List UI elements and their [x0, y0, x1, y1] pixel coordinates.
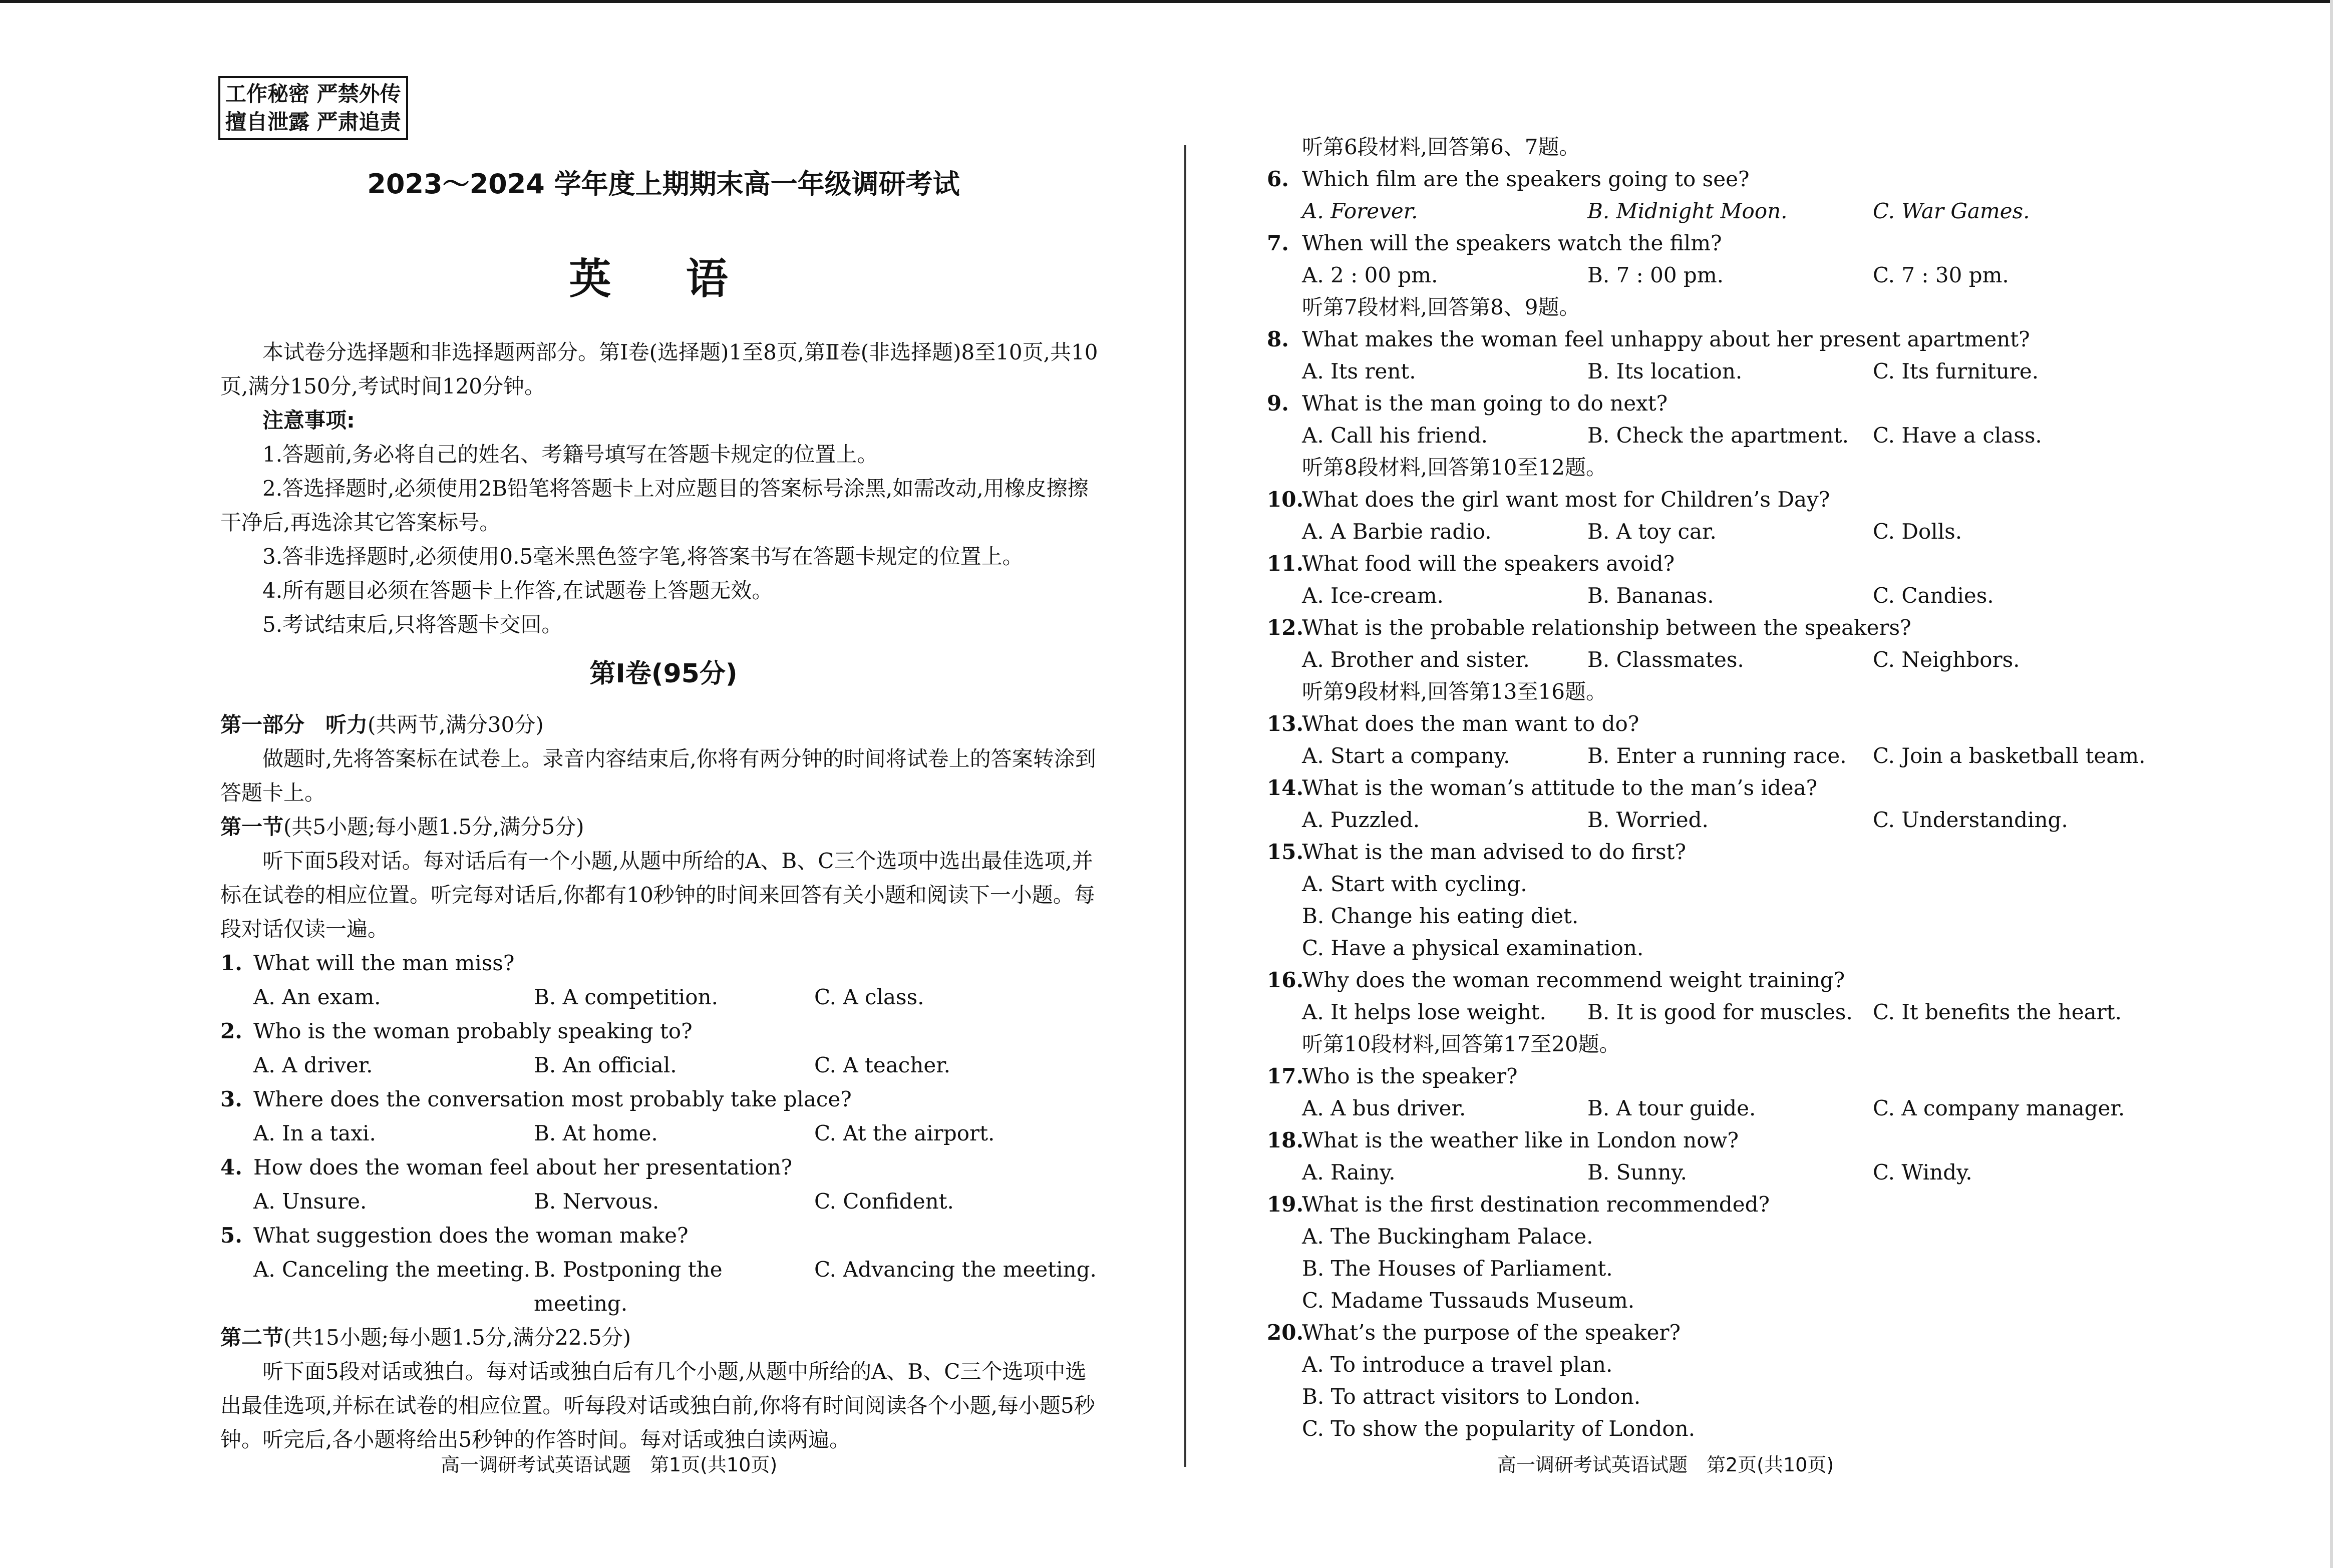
- option: A. An exam.: [253, 985, 381, 1009]
- option: A. Brother and sister.: [1302, 647, 1530, 672]
- option: A. Unsure.: [253, 1189, 367, 1214]
- question-number: 5.: [220, 1223, 242, 1248]
- sec1-instructions: 听下面5段对话。每对话后有一个小题,从题中所给的A、B、C三个选项中选出最佳选项,并标在试卷的相应位置。听完每对话后,你都有10秒钟的时间来回答有关小题和阅读下一小题。每段对话仅读一遍。: [220, 849, 1095, 941]
- question: [1267, 1124, 2183, 1189]
- question-number: 8.: [1267, 327, 1289, 351]
- question: [1267, 548, 2183, 612]
- option: C. Neighbors.: [1873, 647, 2020, 672]
- option: A. Puzzled.: [1302, 808, 1420, 832]
- sec1-score: (共5小题;每小题1.5分,满分5分): [283, 815, 584, 839]
- sec2-instructions: 听下面5段对话或独白。每对话或独白后有几个小题,从题中所给的A、B、C三个选项中选出最佳选项,并标在试卷的相应位置。听每段对话或独白前,你将有时间阅读各个小题,每小题5秒钟。听完后,各小题将给出5秒钟的作答时间。每对话或独白读两遍。: [220, 1359, 1095, 1452]
- option: A. Start a company.: [1302, 743, 1510, 768]
- note-item: 5.考试结束后,只将答题卡交回。: [262, 612, 563, 637]
- question-number: 20.: [1267, 1320, 1304, 1345]
- option: C. Confident.: [814, 1189, 954, 1214]
- option: C. To show the popularity of London.: [1302, 1416, 1696, 1441]
- option: C. Join a basketball team.: [1873, 743, 2146, 768]
- question-text: What does the man want to do?: [1302, 711, 1639, 736]
- question-number: 13.: [1267, 711, 1304, 736]
- option: B. Check the apartment.: [1587, 423, 1849, 448]
- part1-header: [220, 708, 1107, 742]
- option: A. Its rent.: [1302, 359, 1416, 383]
- question-number: 18.: [1267, 1128, 1304, 1152]
- scan-edge: [2330, 0, 2333, 1568]
- question-number: 7.: [1267, 231, 1289, 255]
- question-number: 12.: [1267, 615, 1304, 640]
- question-text: Where does the conversation most probably take place?: [253, 1087, 852, 1111]
- right-page: [1267, 131, 2183, 1445]
- option: B. Sunny.: [1587, 1160, 1687, 1185]
- option: B. Worried.: [1587, 808, 1709, 832]
- part1-heading: 第一部分 听力: [220, 712, 368, 737]
- question-number: 14.: [1267, 775, 1304, 800]
- option: B. A tour guide.: [1587, 1096, 1756, 1120]
- page-divider: [1184, 145, 1186, 1467]
- question-number: 10.: [1267, 487, 1304, 512]
- question-number: 17.: [1267, 1064, 1304, 1088]
- question: [1267, 1317, 2183, 1445]
- option: B. Bananas.: [1587, 583, 1714, 608]
- option: C. Its furniture.: [1873, 359, 2039, 383]
- question-number: 16.: [1267, 968, 1304, 992]
- option: A. It helps lose weight.: [1302, 1000, 1546, 1024]
- option: B. A competition.: [534, 985, 718, 1009]
- material-heading: 听第8段材料,回答第10至12题。: [1302, 455, 1607, 480]
- question: [220, 1150, 1107, 1219]
- note-item: 2.答选择题时,必须使用2B铅笔将答题卡上对应题目的答案标号涂黑,如需改动,用橡皮擦擦干净后,再选涂其它答案标号。: [220, 476, 1089, 535]
- question: [1267, 772, 2183, 836]
- option: A. 2 : 00 pm.: [1302, 263, 1438, 287]
- page-footer: 高一调研考试英语试题 第2页(共10页): [1497, 1454, 1834, 1476]
- option: A. To introduce a travel plan.: [1302, 1352, 1613, 1377]
- note-item: 1.答题前,务必将自己的姓名、考籍号填写在答题卡规定的位置上。: [262, 442, 878, 467]
- confidential-stamp: [218, 76, 408, 140]
- question-text: What suggestion does the woman make?: [253, 1223, 689, 1248]
- option: A. Start with cycling.: [1302, 872, 1527, 896]
- material-heading: 听第7段材料,回答第8、9题。: [1302, 295, 1580, 319]
- option: B. To attract visitors to London.: [1302, 1384, 1641, 1409]
- option: A. Rainy.: [1302, 1160, 1396, 1185]
- question: [1267, 612, 2183, 676]
- question-text: What’s the purpose of the speaker?: [1302, 1320, 1681, 1345]
- option: B. The Houses of Parliament.: [1302, 1256, 1613, 1281]
- question: [1267, 964, 2183, 1028]
- option: B. A toy car.: [1587, 519, 1717, 544]
- material-heading: 听第9段材料,回答第13至16题。: [1302, 679, 1607, 704]
- page-footer: 高一调研考试英语试题 第1页(共10页): [441, 1454, 778, 1476]
- question-text: What is the probable relationship between the speakers?: [1302, 615, 1911, 640]
- question-text: When will the speakers watch the film?: [1302, 231, 1722, 255]
- option: C. Madame Tussauds Museum.: [1302, 1288, 1635, 1313]
- option: C. Windy.: [1873, 1160, 1972, 1185]
- option: B. Nervous.: [534, 1189, 659, 1214]
- sec1-heading: 第一节: [220, 815, 284, 839]
- question-number: 1.: [220, 951, 242, 975]
- question-text: Who is the speaker?: [1302, 1064, 1518, 1088]
- question-text: What food will the speakers avoid?: [1302, 551, 1675, 576]
- question-text: Why does the woman recommend weight training?: [1302, 968, 1845, 992]
- question-text: What is the weather like in London now?: [1302, 1128, 1739, 1152]
- option: C. Dolls.: [1873, 519, 1962, 544]
- option: B. Postponing the meeting.: [534, 1257, 723, 1316]
- question-text: What is the man going to do next?: [1302, 391, 1668, 416]
- sec1-header: [220, 810, 1107, 844]
- part1-instructions: 做题时,先将答案标在试卷上。录音内容结束后,你将有两分钟的时间将试卷上的答案转涂到答题卡上。: [220, 746, 1096, 805]
- option: C. Candies.: [1873, 583, 1994, 608]
- option: A. A driver.: [253, 1053, 373, 1077]
- question-number: 19.: [1267, 1192, 1304, 1217]
- option: A. A Barbie radio.: [1302, 519, 1492, 544]
- question: [220, 946, 1107, 1014]
- question-number: 11.: [1267, 551, 1304, 576]
- option: C. Understanding.: [1873, 808, 2068, 832]
- volume-title: 第Ⅰ卷(95分): [589, 659, 738, 689]
- material-heading: 听第10段材料,回答第17至20题。: [1302, 1032, 1620, 1056]
- question-text: Which film are the speakers going to see?: [1302, 167, 1750, 191]
- option: C. Advancing the meeting.: [814, 1257, 1097, 1282]
- subject-title: 英 语: [569, 254, 758, 303]
- question-text: What is the woman’s attitude to the man’s idea?: [1302, 775, 1818, 800]
- note-item: 4.所有题目必须在答题卡上作答,在试题卷上答题无效。: [262, 578, 773, 603]
- option: A. A bus driver.: [1302, 1096, 1466, 1120]
- exam-title: 2023～2024 学年度上期期末高一年级调研考试: [367, 168, 960, 200]
- notes-heading: 注意事项:: [262, 408, 355, 433]
- option: B. Midnight Moon.: [1587, 199, 1788, 223]
- option: B. Classmates.: [1587, 647, 1744, 672]
- question: [220, 1014, 1107, 1082]
- option: A. Forever.: [1302, 199, 1418, 223]
- option: C. A teacher.: [814, 1053, 951, 1077]
- option: C. It benefits the heart.: [1873, 1000, 2122, 1024]
- part1-score: (共两节,满分30分): [368, 712, 544, 737]
- question: [1267, 484, 2183, 548]
- question-text: What is the first destination recommended?: [1302, 1192, 1770, 1217]
- option: A. The Buckingham Palace.: [1302, 1224, 1593, 1249]
- option: C. 7 : 30 pm.: [1873, 263, 2009, 287]
- sec2-score: (共15小题;每小题1.5分,满分22.5分): [283, 1325, 631, 1350]
- option: B. Its location.: [1587, 359, 1743, 383]
- option: B. 7 : 00 pm.: [1587, 263, 1724, 287]
- question-number: 3.: [220, 1087, 242, 1111]
- material-heading: 听第6段材料,回答第6、7题。: [1302, 135, 1580, 159]
- question-number: 15.: [1267, 840, 1304, 864]
- question: [1267, 163, 2183, 227]
- scan-edge: [0, 0, 2333, 3]
- option: B. It is good for muscles.: [1587, 1000, 1853, 1024]
- question-number: 4.: [220, 1155, 242, 1180]
- option: C. A class.: [814, 985, 924, 1009]
- question: [1267, 1060, 2183, 1124]
- stamp-line: 工作秘密 严禁外传: [225, 82, 401, 106]
- question: [1267, 708, 2183, 772]
- question-text: How does the woman feel about her presentation?: [253, 1155, 793, 1180]
- question: [1267, 387, 2183, 452]
- question-text: What will the man miss?: [253, 951, 515, 975]
- option: B. At home.: [534, 1121, 658, 1145]
- question: [1267, 323, 2183, 387]
- question-text: What does the girl want most for Children’s Day?: [1302, 487, 1830, 512]
- question: [1267, 227, 2183, 291]
- option: A. Ice-cream.: [1302, 583, 1444, 608]
- left-content: [220, 335, 1107, 1457]
- question-number: 9.: [1267, 391, 1289, 416]
- sec2-header: [220, 1321, 1107, 1355]
- option: C. Have a physical examination.: [1302, 936, 1644, 960]
- option: C. Have a class.: [1873, 423, 2042, 448]
- question-text: Who is the woman probably speaking to?: [253, 1019, 693, 1043]
- option: B. Change his eating diet.: [1302, 904, 1579, 928]
- option: A. Canceling the meeting.: [253, 1257, 531, 1282]
- stamp-line: 擅自泄露 严肃追责: [225, 110, 401, 134]
- note-item: 3.答非选择题时,必须使用0.5毫米黑色签字笔,将答案书写在答题卡规定的位置上。: [262, 544, 1024, 569]
- sec2-heading: 第二节: [220, 1325, 284, 1350]
- question-number: 2.: [220, 1019, 242, 1043]
- question: [1267, 836, 2183, 964]
- option: A. In a taxi.: [253, 1121, 376, 1145]
- question: [220, 1082, 1107, 1150]
- option: C. At the airport.: [814, 1121, 995, 1145]
- option: B. An official.: [534, 1053, 677, 1077]
- intro-text: 本试卷分选择题和非选择题两部分。第Ⅰ卷(选择题)1至8页,第Ⅱ卷(非选择题)8至10页,共10页,满分150分,考试时间120分钟。: [220, 340, 1098, 399]
- option: B. Enter a running race.: [1587, 743, 1847, 768]
- option: C. War Games.: [1873, 199, 2030, 223]
- question: [220, 1219, 1107, 1321]
- question-text: What makes the woman feel unhappy about her present apartment?: [1302, 327, 2030, 351]
- question-number: 6.: [1267, 167, 1289, 191]
- question-text: What is the man advised to do first?: [1302, 840, 1687, 864]
- question: [1267, 1189, 2183, 1317]
- option: C. A company manager.: [1873, 1096, 2125, 1120]
- option: A. Call his friend.: [1302, 423, 1488, 448]
